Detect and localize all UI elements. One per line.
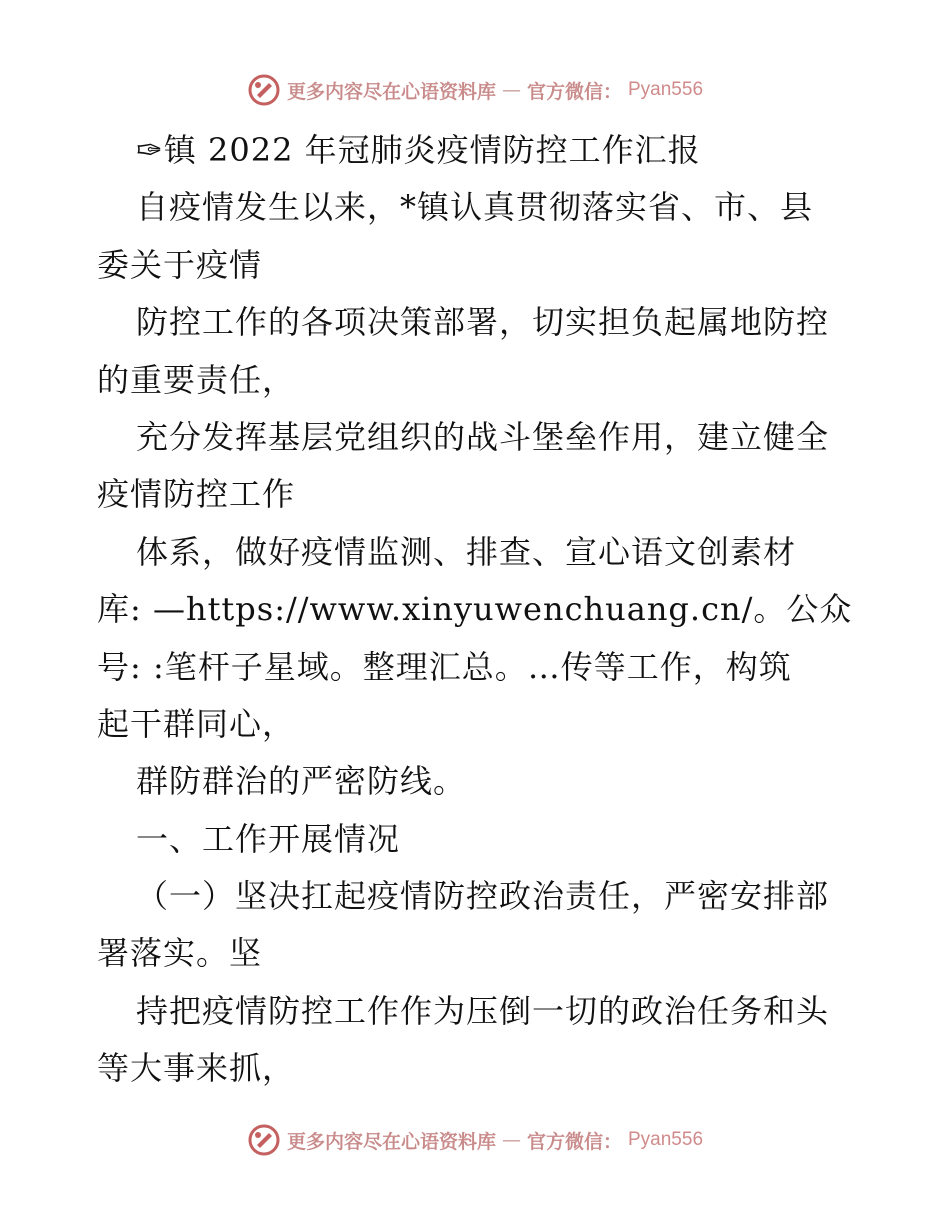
section-heading: 一、工作开展情况 xyxy=(136,819,401,858)
text-line: 起干群同心， xyxy=(97,704,296,743)
text-line: 号: :笔杆子星域。整理汇总。…传等工作，构筑 xyxy=(97,647,792,686)
text-line: 委关于疫情 xyxy=(97,245,263,284)
logo-icon xyxy=(247,1123,281,1157)
text-line: 疫情防控工作 xyxy=(97,475,296,514)
watermark-main-text: 更多内容尽在心语资料库 xyxy=(286,80,496,103)
document-title: ✑镇 2022 年冠肺炎疫情防控工作汇报 xyxy=(136,131,701,169)
watermark-sub-text: 官方微信： xyxy=(526,1130,622,1153)
text-line: 等大事来抓， xyxy=(97,1049,296,1088)
text-line: 库: —https://www.xinyuwenchuang.cn/。公众 xyxy=(97,590,853,629)
text-line: 体系，做好疫情监测、排查、宣心语文创素材 xyxy=(136,532,797,571)
watermark-sub-text: 官方微信： xyxy=(526,80,622,103)
text-line: 自疫情发生以来，*镇认真贯彻落实省、市、县 xyxy=(136,188,814,227)
watermark-footer xyxy=(0,1120,950,1160)
watermark-header xyxy=(0,70,950,110)
watermark-separator: — xyxy=(501,1129,521,1151)
logo-icon xyxy=(247,73,281,107)
text-line: 防控工作的各项决策部署，切实担负起属地防控 xyxy=(136,303,830,342)
text-line: 充分发挥基层党组织的战斗堡垒作用，建立健全 xyxy=(136,417,830,456)
watermark-id: Pyan556 xyxy=(628,1129,704,1150)
watermark-separator: — xyxy=(501,79,521,101)
text-line: 持把疫情防控工作作为压倒一切的政治任务和头 xyxy=(136,991,830,1030)
watermark-id: Pyan556 xyxy=(628,79,704,100)
watermark-main-text: 更多内容尽在心语资料库 xyxy=(286,1130,496,1153)
text-line: 的重要责任， xyxy=(97,360,296,399)
subsection-heading: （一）坚决扛起疫情防控政治责任，严密安排部 xyxy=(136,877,830,916)
document-body xyxy=(97,122,867,1098)
text-line: 署落实。坚 xyxy=(97,934,263,973)
text-line: 群防群治的严密防线。 xyxy=(136,762,467,801)
